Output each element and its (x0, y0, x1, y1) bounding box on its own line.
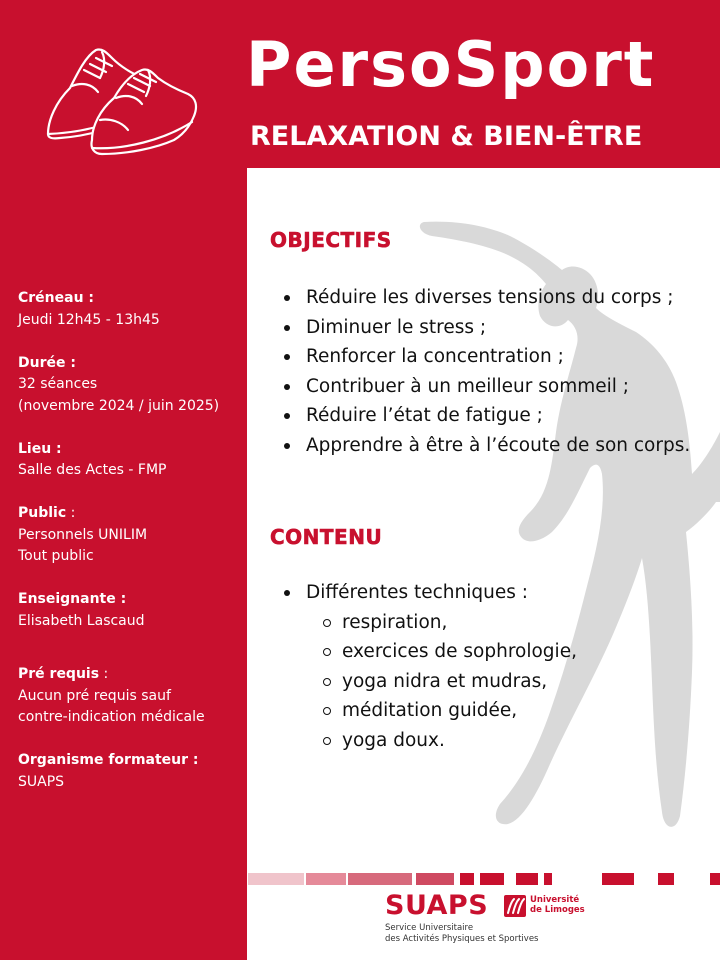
university-line-1: Université (530, 895, 580, 905)
contenu-list (280, 578, 710, 755)
techniques-list (306, 608, 710, 756)
stripe (602, 873, 634, 885)
contenu-intro: Différentes techniques : (306, 582, 528, 603)
organisme-label: Organisme formateur : (18, 752, 199, 768)
stripe (348, 873, 412, 885)
objectifs-heading: OBJECTIFS (270, 228, 392, 252)
suaps-logo (385, 892, 595, 952)
technique-item: yoga doux. (306, 726, 710, 756)
suaps-tagline (385, 923, 538, 945)
organisme-value: SUAPS (18, 773, 65, 790)
duree-label: Durée : (18, 354, 76, 371)
objectif-item: Contribuer à un meilleur sommeil ; (280, 372, 710, 402)
university-logo-icon (504, 895, 526, 917)
stripe (544, 873, 552, 885)
technique-item: méditation guidée, (306, 696, 710, 726)
university-name (530, 895, 585, 915)
contenu-item (280, 578, 710, 755)
objectifs-list (280, 283, 710, 460)
duree-period: (novembre 2024 / juin 2025) (18, 397, 220, 414)
technique-item: yoga nidra et mudras, (306, 667, 710, 697)
lieu-value: Salle des Actes - FMP (18, 462, 167, 478)
stripe (516, 873, 538, 885)
public-value: Personnels UNILIM (18, 526, 148, 543)
enseignante-value: Elisabeth Lascaud (18, 612, 145, 629)
contenu-heading: CONTENU (270, 525, 383, 549)
stripe (460, 873, 474, 885)
prerequis-separator: : (99, 666, 109, 682)
activity-subtitle: RELAXATION & BIEN-ÊTRE (250, 121, 643, 152)
stripe (306, 873, 346, 885)
tagline-line-1: Service Universitaire (385, 923, 474, 933)
creneau-value: Jeudi 12h45 - 13h45 (18, 311, 160, 328)
public-separator: : (66, 505, 76, 521)
session-info (18, 288, 243, 815)
public-value-2: Tout public (18, 548, 94, 564)
creneau-label: Créneau : (18, 290, 95, 306)
stripe (710, 873, 720, 885)
objectif-item: Diminuer le stress ; (280, 313, 710, 343)
suaps-wordmark: SUAPS (385, 890, 489, 921)
prerequis-value: Aucun pré requis sauf (18, 687, 171, 704)
stripe (248, 873, 304, 885)
technique-item: exercices de sophrologie, (306, 637, 710, 667)
objectif-item: Réduire l’état de fatigue ; (280, 401, 710, 431)
stripe (658, 873, 674, 885)
decorative-stripes (248, 873, 720, 885)
objectif-item: Réduire les diverses tensions du corps ; (280, 283, 710, 313)
prerequis-value-2: contre-indication médicale (18, 709, 205, 725)
tagline-line-2: des Activités Physiques et Sportives (385, 934, 539, 944)
brand-title: PersoSport (246, 28, 656, 101)
technique-item: respiration, (306, 608, 710, 638)
prerequis-label: Pré requis (18, 666, 100, 682)
objectif-item: Apprendre à être à l’écoute de son corps. (280, 431, 710, 461)
objectif-item: Renforcer la concentration ; (280, 342, 710, 372)
sneakers-icon (40, 40, 200, 165)
stripe (416, 873, 454, 885)
stripe (480, 873, 504, 885)
public-label: Public (18, 505, 67, 521)
duree-value: 32 séances (18, 376, 98, 392)
enseignante-label: Enseignante : (18, 591, 127, 607)
lieu-label: Lieu : (18, 440, 62, 457)
university-line-2: de Limoges (530, 905, 585, 915)
